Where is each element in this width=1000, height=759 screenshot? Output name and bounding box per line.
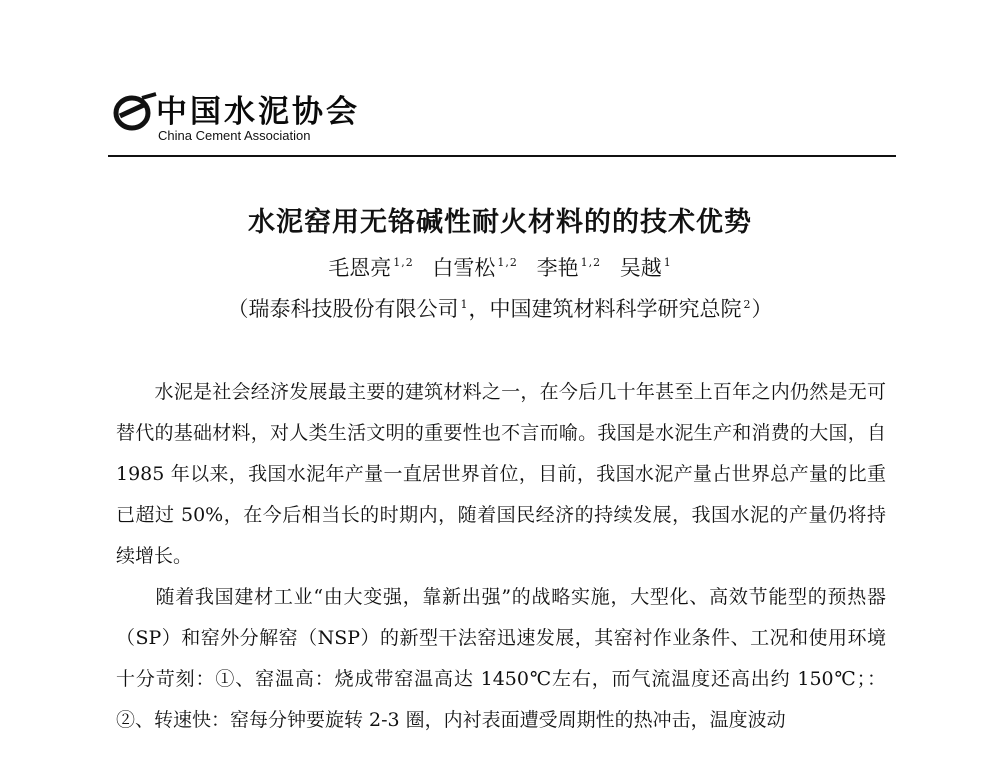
author [432, 256, 518, 280]
body-paragraph [116, 372, 886, 577]
author-affiliation-mark: 1,2 [497, 256, 518, 269]
logo-name-chinese: 中国水泥协会 [156, 94, 360, 130]
affiliation-mark: 1 [460, 298, 469, 311]
paragraph-text: 水泥是社会经济发展最主要的建筑材料之一，在今后几十年甚至上百年之内仍然是无可替代的基础材料，对人类生活文明的重要性也不言而喻。我国是水泥生产和消费的大国，自 1985 年以来，我国水泥年产量一直居世界首位，目前，我国水泥产量占世界总产量的比重已超过 50%，在今后相当长的时期内，随着国民经济的持续发展，我国水泥的产量仍将持续增长。 [116, 381, 886, 567]
paragraph-text: 随着我国建材工业“由大变强，靠新出强”的战略实施，大型化、高效节能型的预热器（SP）和窑外分解窑（NSP）的新型干法窑迅速发展，其窑衬作业条件、工况和使用环境十分苛刻：①、窑温高：烧成带窑温高达 1450℃左右，而气流温度还高出约 150℃；：②、转速快：窑每分钟要旋转 2-3 圈，内衬表面遭受周期性的热冲击，温度波动 [116, 586, 886, 731]
association-logo [112, 86, 362, 150]
affiliation-mark: 2 [743, 298, 752, 311]
author-affiliation-mark: 1,2 [580, 256, 602, 269]
author [537, 256, 602, 280]
affiliation-open-paren: （ [227, 297, 249, 321]
author-affiliation-mark: 1 [663, 256, 672, 269]
author-name: 毛恩亮 [328, 256, 392, 280]
author-name: 白雪松 [432, 256, 496, 280]
author-list [0, 252, 1000, 282]
author-name: 吴越 [619, 256, 662, 280]
author-affiliation-mark: 1,2 [393, 256, 414, 269]
body-paragraph [116, 577, 886, 741]
author [620, 256, 672, 280]
affiliation-line [0, 293, 1000, 323]
affiliation-close-paren: ） [751, 297, 773, 321]
logo-name-english: China Cement Association [158, 128, 311, 143]
paper-title: 水泥窑用无铬碱性耐火材料的的技术优势 [248, 207, 752, 238]
author-name: 李艳 [536, 256, 579, 280]
header-divider [108, 155, 896, 157]
affiliation-separator: ， [468, 297, 490, 321]
author [328, 256, 414, 280]
affiliation-name: 中国建筑材料科学研究总院 [489, 297, 742, 321]
affiliation-name: 瑞泰科技股份有限公司 [248, 297, 459, 321]
cca-emblem-icon [112, 92, 158, 132]
